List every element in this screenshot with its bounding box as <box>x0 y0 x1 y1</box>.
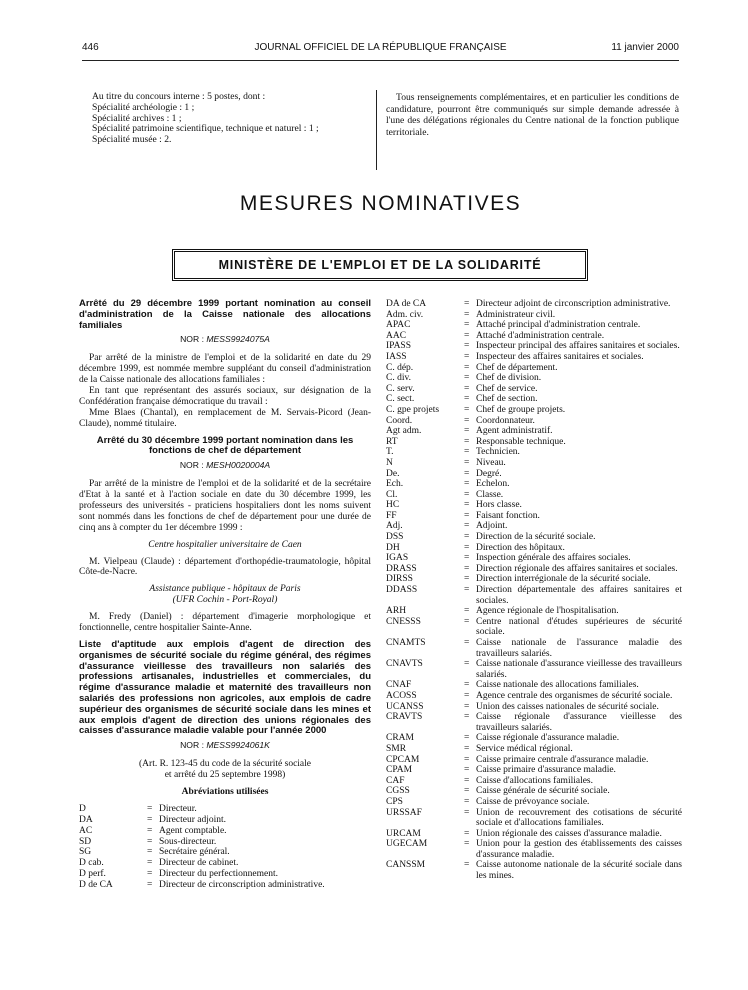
abbreviation-key: DDASS <box>386 585 418 596</box>
abbreviation-row <box>386 744 682 755</box>
equals-sign: = <box>464 320 470 331</box>
equals-sign: = <box>464 606 470 617</box>
equals-sign: = <box>147 869 153 880</box>
abbreviation-meaning: Niveau. <box>476 457 506 468</box>
abbreviation-row <box>79 826 371 837</box>
equals-sign: = <box>464 521 470 532</box>
header-rule <box>82 60 679 61</box>
abbreviation-meaning: Responsable technique. <box>476 436 566 447</box>
abbreviation-meaning: Inspection générale des affaires sociales. <box>476 553 631 564</box>
abbreviation-key: CNAMTS <box>386 638 426 648</box>
abbreviation-meaning: Agent comptable. <box>159 825 227 836</box>
abbreviation-key: SD <box>79 836 92 847</box>
abbreviation-meaning: Union de recouvrement des cotisations de sécurité sociale et d'allocations familiales. <box>476 807 682 829</box>
equals-sign: = <box>464 532 470 543</box>
equals-sign: = <box>464 733 470 744</box>
abbreviation-meaning: Chef de groupe projets. <box>476 404 566 415</box>
ministry-heading: MINISTÈRE DE L'EMPLOI ET DE LA SOLIDARITÉ <box>172 249 588 281</box>
abbreviation-key: Adj. <box>386 521 403 532</box>
abbreviation-meaning: Direction de la sécurité sociale. <box>476 532 596 543</box>
abbreviation-key: Coord. <box>386 415 413 426</box>
abbreviation-meaning: Directeur adjoint. <box>159 814 227 825</box>
abbreviation-key: DIRSS <box>386 574 413 585</box>
equals-sign: = <box>464 786 470 797</box>
abbreviations-list-left <box>79 804 371 891</box>
arrete-2-nor: NOR : MESH0020004A <box>179 460 271 471</box>
abbreviation-key: RT <box>386 436 398 447</box>
equals-sign: = <box>464 563 470 574</box>
abbreviation-meaning: Chef de service. <box>476 383 538 394</box>
equals-sign: = <box>464 383 470 394</box>
liste-aptitude-ref-2: et arrêté du 25 septembre 1998) <box>164 770 286 780</box>
abbreviation-row <box>386 680 682 691</box>
abbreviation-meaning: Secrétaire général. <box>159 847 230 858</box>
equals-sign: = <box>464 796 470 807</box>
abbreviation-key: SG <box>79 847 92 858</box>
abbreviation-row <box>386 808 682 829</box>
abbreviation-meaning: Directeur de circonscription administrative. <box>159 880 325 891</box>
abbreviation-meaning: Chef de département. <box>476 362 558 373</box>
equals-sign: = <box>464 542 470 553</box>
abbreviation-key: FF <box>386 510 397 521</box>
abbreviation-key: CGSS <box>386 786 410 797</box>
abbreviation-key: URSSAF <box>386 807 422 818</box>
abbreviation-meaning: Union pour la gestion des établissements des caisses d'assurance maladie. <box>476 839 682 860</box>
equals-sign: = <box>464 775 470 786</box>
abbreviation-row <box>386 352 682 363</box>
abbreviation-key: ARH <box>386 606 407 617</box>
abbreviation-key: CPAM <box>386 765 413 776</box>
abbreviation-row <box>79 837 371 848</box>
abbreviation-key: Adm. civ. <box>386 309 424 320</box>
abbreviation-key: AC <box>79 825 93 836</box>
abbreviation-key: T. <box>386 447 394 458</box>
arrete-1-nor: NOR : MESS9924075A <box>180 334 270 345</box>
abbreviation-meaning: Direction départementale des affaires sanitaires et sociales. <box>476 585 682 606</box>
arrete-1-p1: Par arrêté de la ministre de l'emploi et de la solidarité en date du 29 décembre 1999, est nommée membre suppléant du conseil d'administration de la Caisse nationale des allocations familiales : <box>79 353 371 386</box>
abbreviation-key: C. serv. <box>386 383 415 394</box>
abbreviation-meaning: Caisse régionale d'assurance maladie. <box>476 733 620 744</box>
arrete-1-p2: En tant que représentant des assurés sociaux, sur désignation de la Confédération française démocratique du travail : <box>79 386 371 407</box>
abbreviation-meaning: Caisse de prévoyance sociale. <box>476 796 590 807</box>
abbreviation-meaning: Caisse générale de sécurité sociale. <box>476 786 610 797</box>
abbreviation-key: CPS <box>386 796 403 807</box>
abbreviation-meaning: Service médical régional. <box>476 743 573 754</box>
equals-sign: = <box>464 828 470 839</box>
abbreviation-row <box>79 815 371 826</box>
abbreviation-row <box>386 712 682 733</box>
abbreviation-meaning: Echelon. <box>476 479 510 490</box>
equals-sign: = <box>464 362 470 373</box>
arrete-2-p3: M. Fredy (Daniel) : département d'imagerie morphologique et fonctionnelle, centre hospitalier Sainte-Anne. <box>79 612 371 634</box>
abbreviation-row <box>386 786 682 797</box>
abbreviation-row <box>386 490 682 501</box>
equals-sign: = <box>147 858 153 869</box>
abbreviations-title: Abréviations utilisées <box>181 786 269 797</box>
abbreviation-key: URCAM <box>386 828 421 839</box>
concours-line: Spécialité patrimoine scientifique, technique et naturel : 1 ; <box>92 123 319 135</box>
abbreviation-row <box>386 299 682 310</box>
abbreviations-list-right <box>386 299 682 882</box>
equals-sign: = <box>464 330 470 341</box>
abbreviation-key: UGECAM <box>386 839 428 850</box>
equals-sign: = <box>464 574 470 585</box>
arrete-2-p1: Par arrêté de la ministre de l'emploi et de la solidarité et de la secrétaire d'Etat à la santé et à l'action sociale en date du 30 décembre 1999, les professeurs des universités - praticiens hospitaliers dont les noms suivent sont nommés dans les fonctions de chef de département pour une durée de cinq ans à compter du 1er décembre 1999 : <box>79 479 371 533</box>
concours-line: Spécialité archives : 1 ; <box>92 112 182 124</box>
abbreviation-meaning: Caisse nationale d'assurance vieillesse des travailleurs salariés. <box>476 659 682 680</box>
equals-sign: = <box>464 638 470 648</box>
abbreviation-row <box>386 447 682 458</box>
abbreviation-row <box>386 659 682 680</box>
issue-date: 11 janvier 2000 <box>611 42 679 53</box>
equals-sign: = <box>464 765 470 776</box>
equals-sign: = <box>464 500 470 511</box>
abbreviation-row <box>386 310 682 321</box>
equals-sign: = <box>464 510 470 521</box>
page-header <box>82 42 679 58</box>
equals-sign: = <box>464 712 470 723</box>
arrete-2-hospital-2a: Assistance publique - hôpitaux de Paris <box>149 584 301 595</box>
concours-line: Au titre du concours interne : 5 postes, dont : <box>92 91 266 102</box>
equals-sign: = <box>147 847 153 858</box>
abbreviation-row <box>79 880 371 891</box>
abbreviation-key: C. sect. <box>386 394 415 405</box>
abbreviation-key: DH <box>386 542 400 553</box>
abbreviation-row <box>386 733 682 744</box>
abbreviation-row <box>386 829 682 840</box>
abbreviation-row <box>386 384 682 395</box>
abbreviation-meaning: Adjoint. <box>476 521 508 532</box>
equals-sign: = <box>147 803 153 814</box>
abbreviation-row <box>386 532 682 543</box>
abbreviation-key: AAC <box>386 330 407 341</box>
equals-sign: = <box>464 585 470 596</box>
abbreviation-key: Agt adm. <box>386 426 422 437</box>
equals-sign: = <box>464 436 470 447</box>
equals-sign: = <box>464 394 470 405</box>
equals-sign: = <box>464 839 470 850</box>
abbreviation-meaning: Attaché principal d'administration centrale. <box>476 320 641 331</box>
equals-sign: = <box>464 426 470 437</box>
abbreviation-meaning: Directeur. <box>159 803 197 814</box>
abbreviation-meaning: Caisse primaire d'assurance maladie. <box>476 765 616 776</box>
abbreviation-meaning: Caisse d'allocations familiales. <box>476 775 594 786</box>
abbreviation-meaning: Technicien. <box>476 447 520 458</box>
abbreviation-meaning: Union régionale des caisses d'assurance maladie. <box>476 828 662 839</box>
abbreviation-meaning: Directeur de cabinet. <box>159 858 239 869</box>
equals-sign: = <box>147 880 153 891</box>
abbreviation-key: N <box>386 457 393 468</box>
abbreviation-meaning: Degré. <box>476 468 502 479</box>
equals-sign: = <box>147 825 153 836</box>
abbreviation-key: CNAVTS <box>386 659 423 670</box>
abbreviation-meaning: Agent administratif. <box>476 426 553 437</box>
abbreviation-meaning: Inspecteur principal des affaires sanitaires et sociales. <box>476 341 680 352</box>
abbreviation-key: CNAF <box>386 680 412 691</box>
abbreviation-row <box>386 860 682 881</box>
abbreviation-meaning: Agence régionale de l'hospitalisation. <box>476 606 619 617</box>
abbreviation-row <box>386 469 682 480</box>
abbreviation-row <box>386 521 682 532</box>
abbreviation-key: DSS <box>386 532 404 543</box>
abbreviation-meaning: Caisse nationale de l'assurance maladie des travailleurs salariés. <box>476 638 682 659</box>
abbreviation-meaning: Caisse primaire centrale d'assurance maladie. <box>476 754 649 765</box>
abbreviation-key: UCANSS <box>386 701 424 712</box>
abbreviation-key: CNESSS <box>386 616 421 627</box>
equals-sign: = <box>464 373 470 384</box>
equals-sign: = <box>464 415 470 426</box>
abbreviation-row <box>386 405 682 416</box>
abbreviation-key: DA de CA <box>386 299 427 309</box>
abbreviation-meaning: Attaché d'administration centrale. <box>476 330 605 341</box>
abbreviation-row <box>386 638 682 659</box>
equals-sign: = <box>464 807 470 818</box>
abbreviation-row <box>386 341 682 352</box>
abbreviation-row <box>79 869 371 880</box>
liste-aptitude-nor: NOR : MESS9924061K <box>180 740 270 751</box>
abbreviation-row <box>386 765 682 776</box>
abbreviation-row <box>386 479 682 490</box>
abbreviation-key: Cl. <box>386 489 398 500</box>
equals-sign: = <box>464 404 470 415</box>
equals-sign: = <box>464 701 470 712</box>
arrete-1-title: Arrêté du 29 décembre 1999 portant nomination au conseil d'administration de la Caisse nationale des allocations familiales <box>79 298 371 331</box>
abbreviation-meaning: Directeur du perfectionnement. <box>159 869 278 880</box>
abbreviation-meaning: Centre national d'études supérieures de sécurité sociale. <box>476 616 682 638</box>
abbreviation-key: IGAS <box>386 553 409 564</box>
abbreviation-key: CANSSM <box>386 860 426 871</box>
abbreviation-meaning: Union des caisses nationales de sécurité sociale. <box>476 701 659 712</box>
abbreviation-key: C. dép. <box>386 362 414 373</box>
abbreviation-key: ACOSS <box>386 690 417 701</box>
abbreviation-meaning: Direction régionale des affaires sanitaires et sociales. <box>476 563 678 574</box>
abbreviation-row <box>386 585 682 606</box>
equals-sign: = <box>464 351 470 362</box>
abbreviation-meaning: Classe. <box>476 489 504 500</box>
abbreviation-meaning: Caisse nationale des allocations familiales. <box>476 680 639 691</box>
equals-sign: = <box>464 341 470 352</box>
abbreviation-meaning: Direction des hôpitaux. <box>476 542 565 553</box>
concours-list <box>92 92 367 146</box>
abbreviation-meaning: Caisse autonome nationale de la sécurité sociale dans les mines. <box>476 860 682 882</box>
abbreviation-key: C. gpe projets <box>386 404 440 415</box>
arrete-1-p3: Mme Blaes (Chantal), en remplacement de M. Servais-Picord (Jean-Claude), nommé titulaire. <box>79 407 371 429</box>
abbreviation-row <box>386 553 682 564</box>
abbreviation-row <box>386 363 682 374</box>
equals-sign: = <box>464 690 470 701</box>
abbreviation-row <box>386 320 682 331</box>
abbreviation-row <box>386 564 682 575</box>
abbreviation-key: IASS <box>386 351 407 362</box>
abbreviation-key: IPASS <box>386 341 412 352</box>
equals-sign: = <box>464 553 470 564</box>
equals-sign: = <box>464 489 470 500</box>
equals-sign: = <box>464 754 470 765</box>
column-divider <box>376 90 377 170</box>
journal-title: JOURNAL OFFICIEL DE LA RÉPUBLIQUE FRANÇAISE <box>254 42 507 53</box>
abbreviation-row <box>386 373 682 384</box>
abbreviation-meaning: Hors classe. <box>476 500 522 511</box>
abbreviation-key: CRAM <box>386 733 414 744</box>
abbreviation-key: APAC <box>386 320 411 331</box>
abbreviation-meaning: Chef de section. <box>476 394 538 405</box>
abbreviation-key: D perf. <box>79 869 106 880</box>
abbreviation-key: HC <box>386 500 400 511</box>
abbreviation-row <box>386 617 682 638</box>
abbreviation-row <box>386 437 682 448</box>
abbreviation-row <box>386 394 682 405</box>
abbreviation-row <box>79 847 371 858</box>
abbreviation-meaning: Sous-directeur. <box>159 836 217 847</box>
equals-sign: = <box>147 836 153 847</box>
abbreviation-row <box>386 458 682 469</box>
abbreviation-key: Ech. <box>386 479 404 490</box>
page-number: 446 <box>82 42 99 53</box>
abbreviation-key: SMR <box>386 743 407 754</box>
abbreviation-row <box>386 606 682 617</box>
abbreviation-meaning: Coordonnateur. <box>476 415 535 426</box>
abbreviation-row <box>386 702 682 713</box>
abbreviation-key: D de CA <box>79 880 113 891</box>
abbreviation-row <box>386 797 682 808</box>
equals-sign: = <box>464 860 470 871</box>
abbreviation-key: DA <box>79 814 93 825</box>
abbreviation-row <box>386 543 682 554</box>
section-title: MESURES NOMINATIVES <box>239 192 522 215</box>
left-column <box>79 299 371 891</box>
abbreviation-key: D <box>79 803 86 814</box>
abbreviation-row <box>386 755 682 766</box>
abbreviation-key: C. div. <box>386 373 411 384</box>
arrete-2-title: Arrêté du 30 décembre 1999 portant nomination dans les fonctions de chef de département <box>96 434 354 457</box>
equals-sign: = <box>464 309 470 320</box>
equals-sign: = <box>464 447 470 458</box>
abbreviation-meaning: Caisse régionale d'assurance vieillesse des travailleurs salariés. <box>476 712 682 733</box>
equals-sign: = <box>464 468 470 479</box>
abbreviation-key: CPCAM <box>386 754 420 765</box>
renseignements-paragraph: Tous renseignements complémentaires, et en particulier les conditions de candidature, pourront être communiqués sur simple demande adressée à l'une des délégations régionales du Centre national de la fonction publique territoriale. <box>386 92 679 138</box>
abbreviation-row <box>386 331 682 342</box>
abbreviation-row <box>79 804 371 815</box>
abbreviation-row <box>386 839 682 860</box>
abbreviation-meaning: Direction interrégionale de la sécurité sociale. <box>476 574 651 585</box>
abbreviation-row <box>386 416 682 427</box>
abbreviation-key: DRASS <box>386 563 417 574</box>
arrete-2-hospital-1: Centre hospitalier universitaire de Caen <box>148 539 302 550</box>
arrete-2-hospital-2b: (UFR Cochin - Port-Royal) <box>172 595 278 606</box>
arrete-2-p2: M. Vielpeau (Claude) : département d'orthopédie-traumatologie, hôpital Côte-de-Nacre. <box>79 556 371 578</box>
abbreviation-meaning: Agence centrale des organismes de sécurité sociale. <box>476 690 673 701</box>
concours-line: Spécialité archéologie : 1 ; <box>92 101 195 113</box>
abbreviation-row <box>386 500 682 511</box>
abbreviation-row <box>386 691 682 702</box>
abbreviation-meaning: Faisant fonction. <box>476 510 540 521</box>
liste-aptitude-title: Liste d'aptitude aux emplois d'agent de direction des organismes de sécurité sociale du régime général, des régimes d'assurance vieillesse des travailleurs non salariés des professions artisanales, industrielles et commerciales, du régime d'assurance maladie et maternité des travailleurs non salariés des professions non agricoles, aux emplois de cadre supérieur des organismes de sécurité sociale dans les mines et aux emplois d'agent de direction des unions régionales des caisses d'assurance maladie valable pour l'année 2000 <box>79 639 371 737</box>
equals-sign: = <box>464 457 470 468</box>
abbreviation-key: D cab. <box>79 858 104 869</box>
abbreviation-meaning: Chef de division. <box>476 373 542 384</box>
abbreviation-row <box>386 426 682 437</box>
abbreviation-key: CRAVTS <box>386 712 423 723</box>
concours-line: Spécialité musée : 2. <box>92 134 172 146</box>
equals-sign: = <box>464 743 470 754</box>
abbreviation-meaning: Directeur adjoint de circonscription administrative. <box>476 299 671 309</box>
abbreviation-meaning: Inspecteur des affaires sanitaires et sociales. <box>476 351 644 362</box>
abbreviation-row <box>386 776 682 787</box>
equals-sign: = <box>147 814 153 825</box>
abbreviation-key: CAF <box>386 775 405 786</box>
abbreviation-row <box>386 511 682 522</box>
liste-aptitude-ref-1: (Art. R. 123-45 du code de la sécurité sociale <box>139 759 311 770</box>
abbreviation-meaning: Administrateur civil. <box>476 309 556 320</box>
equals-sign: = <box>464 616 470 627</box>
equals-sign: = <box>464 680 470 691</box>
equals-sign: = <box>464 299 470 309</box>
abbreviation-row <box>386 574 682 585</box>
abbreviation-key: De. <box>386 468 400 479</box>
equals-sign: = <box>464 659 470 670</box>
equals-sign: = <box>464 479 470 490</box>
abbreviation-row <box>79 858 371 869</box>
